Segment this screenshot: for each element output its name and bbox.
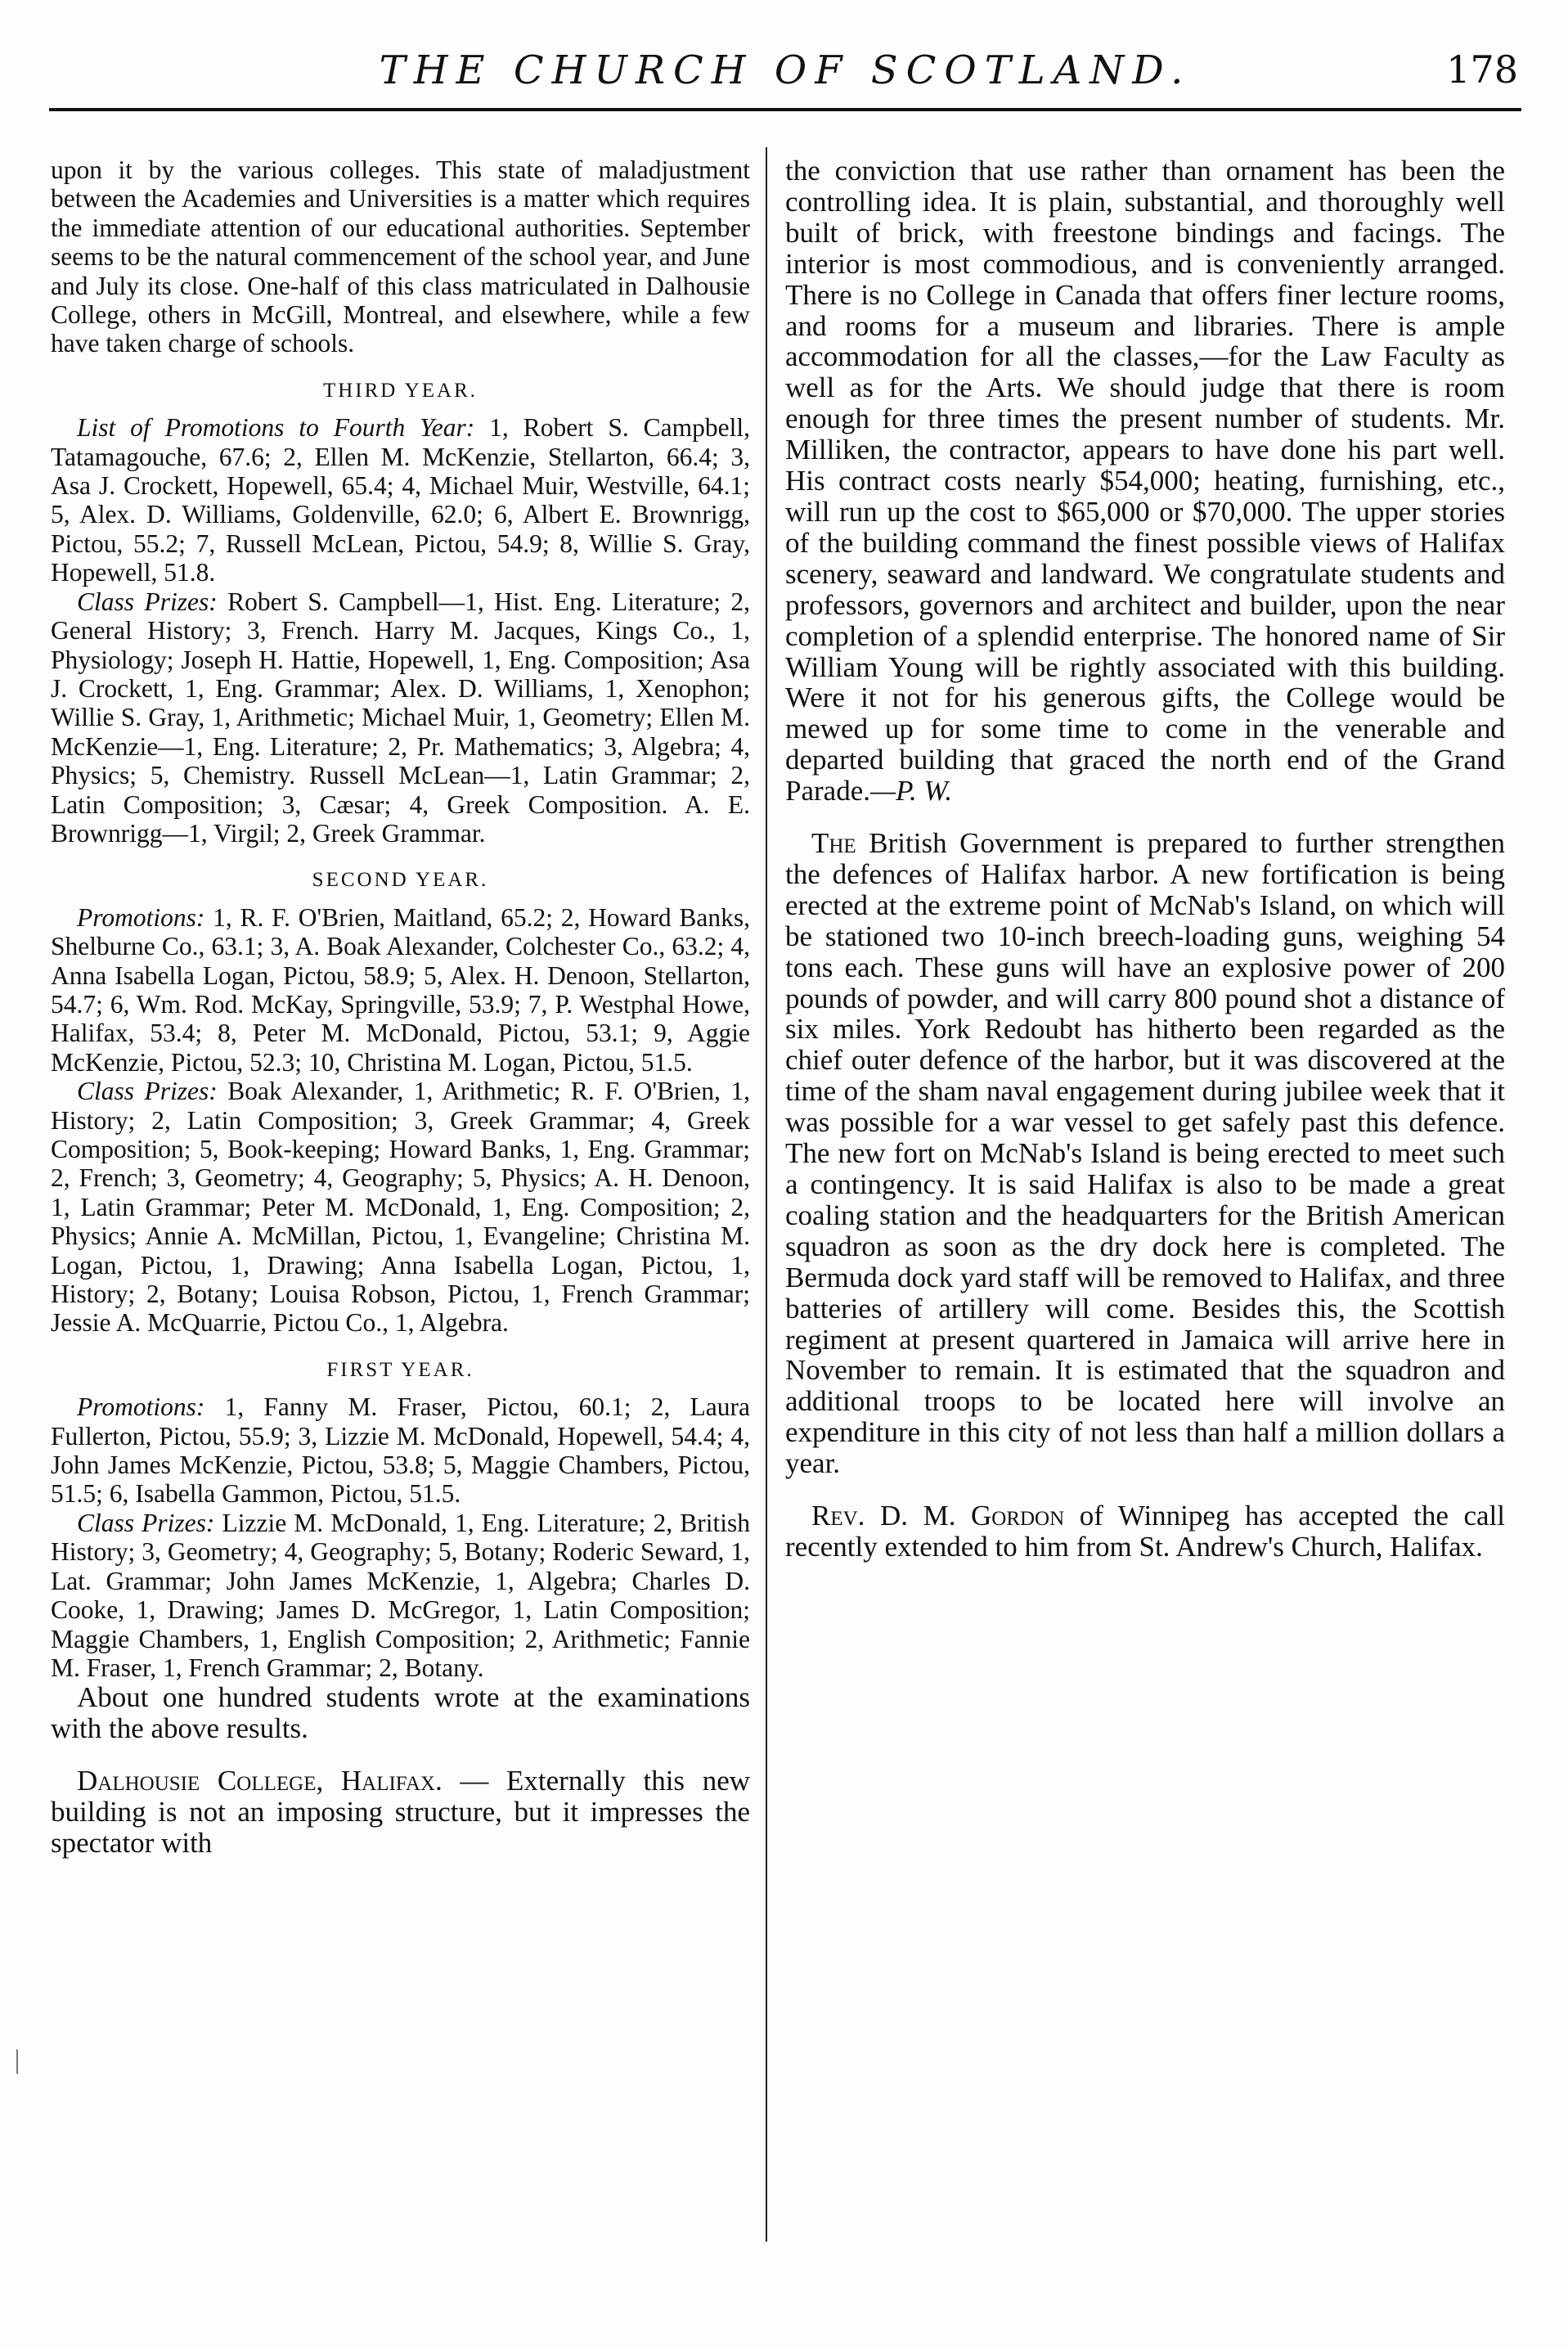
second-year-promotions <box>51 903 750 1077</box>
government-lead: The <box>811 827 856 860</box>
right-column <box>785 155 1505 1563</box>
prizes-label: Class Prizes: <box>77 587 218 616</box>
dalhousie-signature: —P. W. <box>869 775 953 807</box>
left-column <box>51 155 750 1859</box>
promotions-text: 1, R. F. O'Brien, Maitland, 65.2; 2, Howard Banks, Shelburne Co., 63.1; 3, A. Boak Alexander, Colchester Co., 63.2; 4, Anna Isabella Logan, Pictou, 58.9; 5, Alex. H. Denoon, Stellarton, 54.7; 6, Wm. Rod. McKay, Springville, 53.9; 7, P. Westphal Howe, Halifax, 53.4; 8, Peter M. McDonald, Pictou, 53.1; 9, Aggie McKenzie, Pictou, 52.3; 10, Christina M. Logan, Pictou, 51.5. <box>51 902 751 1077</box>
third-year-promotions <box>51 413 750 587</box>
prizes-text: Boak Alexander, 1, Arithmetic; R. F. O'Brien, 1, History; 2, Latin Composition; 3, Greek Grammar; 4, Greek Composition; 5, Book-keeping; Howard Banks, 1, Eng. Grammar; 2, French; 3, Geometry; 4, Geography; 5, Physics; A. H. Denoon, 1, Latin Grammar; Peter M. McDonald, 1, Eng. Composition; 2, Physics; Annie A. McMillan, Pictou, 1, Evangeline; Christina M. Logan, Pictou, 1, Drawing; Anna Isabella Logan, Pictou, 1, History; 2, Botany; Louisa Robson, Pictou, 1, French Grammar; Jessie A. McQuarrie, Pictou Co., 1, Algebra. <box>51 1077 751 1338</box>
first-year-heading: FIRST YEAR. <box>326 1358 474 1381</box>
intro-paragraph: upon it by the various colleges. This state of maladjustment between the Academies and Universities is a matter which requires the immediate attention of our educational authorities. September seems to be the natural commencement of the school year, and June and July its close. One-half of this class matriculated in Dalhousie College, others in McGill, Montreal, and elsewhere, while a few have taken charge of schools. <box>51 155 750 358</box>
third-year-prizes <box>51 587 750 848</box>
dalhousie-article-start <box>51 1765 750 1859</box>
running-title: THE CHURCH OF SCOTLAND. <box>379 47 1192 93</box>
prizes-label: Class Prizes: <box>77 1077 218 1106</box>
prizes-text: Robert S. Campbell—1, Hist. Eng. Literature; 2, General History; 3, French. Harry M. Jacques, Kings Co., 1, Physiology; Joseph H. Hattie, Hopewell, 1, Eng. Composition; Asa J. Crockett, 1, Eng. Grammar; Alex. D. Williams, 1, Xenophon; Willie S. Gray, 1, Arithmetic; Michael Muir, 1, Geometry; Ellen M. McKenzie—1, Eng. Literature; 2, Pr. Mathematics; 3, Algebra; 4, Physics; 5, Chemistry. Russell McLean—1, Latin Grammar; 2, Latin Composition; 3, Cæsar; 4, Greek Composition. A. E. Brownrigg—1, Virgil; 2, Greek Grammar. <box>51 587 750 848</box>
closing-paragraph: About one hundred students wrote at the examinations with the above results. <box>51 1681 750 1745</box>
gordon-lead: Rev. D. M. Gordon <box>811 1500 1065 1532</box>
first-year-promotions <box>51 1392 750 1509</box>
prizes-label: Class Prizes: <box>77 1508 215 1537</box>
promotions-label: Promotions: <box>77 1392 205 1422</box>
second-year-prizes <box>51 1077 750 1338</box>
government-article <box>785 828 1505 1479</box>
column-divider <box>766 147 767 2242</box>
gordon-article <box>785 1500 1505 1563</box>
page-number: 178 <box>1446 47 1518 92</box>
promotions-label: Promotions: <box>77 902 205 932</box>
second-year-heading: SECOND YEAR. <box>312 869 489 892</box>
promotions-text: 1, Robert S. Campbell, Tatamagouche, 67.6; 2, Ellen M. McKenzie, Stellarton, 66.4; 3, Asa J. Crockett, Hopewell, 65.4; 4, Michael Muir, Westville, 64.1; 5, Alex. D. Williams, Goldenville, 62.0; 6, Albert E. Brownrigg, Pictou, 55.2; 7, Russell McLean, Pictou, 54.9; 8, Willie S. Gray, Hopewell, 51.8. <box>51 413 750 587</box>
third-year-heading: THIRD YEAR. <box>322 379 478 402</box>
dalhousie-article-continued <box>785 155 1505 807</box>
government-text: British Government is prepared to further strengthen the defences of Halifax harbor. A new fortification is being erected at the extreme point of McNab's Island, on which will be stationed two 10-inch breech-loading guns, weighing 54 tons each. These guns will have an explosive power of 200 pounds of powder, and will carry 800 pound shot a distance of six miles. York Redoubt has hitherto been regarded as the chief outer defence of the harbor, but it was discovered at the time of the sham naval engagement during jubilee week that it was possible for a war vessel to get safely past this defence. The new fort on McNab's Island is being erected to meet such a contingency. It is said Halifax is also to be made a great coaling station and the headquarters for the British American squadron as soon as the dry dock here is completed. The Bermuda dock yard staff will be removed to Halifax, and three batteries of artillery will come. Besides this, the Scottish regiment at present quartered in Jamaica will arrive here in November to remain. It is estimated that the squadron and additional troops to be located here will involve an expenditure in this city of not less than half a million dollars a year. <box>785 827 1505 1480</box>
gordon-text: of Winnipeg has accepted the call recently extended to him from St. Andrew's Church, Halifax. <box>785 1500 1506 1563</box>
page-header <box>49 43 1521 111</box>
promotions-text: 1, Fanny M. Fraser, Pictou, 60.1; 2, Laura Fullerton, Pictou, 55.9; 3, Lizzie M. McDonald, Hopewell, 54.4; 4, John James McKenzie, Pictou, 53.8; 5, Maggie Chambers, Pictou, 51.5; 6, Isabella Gammon, Pictou, 51.5. <box>51 1392 750 1509</box>
margin-mark <box>16 2049 18 2074</box>
prizes-text: Lizzie M. McDonald, 1, Eng. Literature; 2, British History; 3, Geometry; 4, Geography; 5, Botany; Roderic Seward, 1, Lat. Grammar; John James McKenzie, 1, Algebra; Charles D. Cooke, 1, Drawing; James D. McGregor, 1, Latin Composition; Maggie Chambers, 1, English Composition; 2, Arithmetic; Fannie M. Fraser, 1, French Grammar; 2, Botany. <box>51 1508 750 1682</box>
dalhousie-cont: the conviction that use rather than ornament has been the controlling idea. It is plain, substantial, and thoroughly well built of brick, with freestone bindings and facings. The interior is most commodious, and is conveniently arranged. There is no College in Canada that offers finer lecture rooms, and rooms for a museum and libraries. There is ample accommodation for all the classes,—for the Law Faculty as well as for the Arts. We should judge that there is room enough for three times the present number of students. Mr. Milliken, the contractor, appears to have done his part well. His contract costs nearly $54,000; heating, furnishing, etc., will run up the cost to $65,000 or $70,000. The upper stories of the building command the finest possible views of Halifax scenery, seaward and landward. We congratulate students and professors, governors and architect and builder, upon the near completion of a splendid enterprise. The honored name of Sir William Young will be rightly associated with this building. Were it not for his generous gifts, the College would be mewed up for some time to come in the venerable and departed building that graced the north end of the Grand Parade. <box>785 155 1505 807</box>
dalhousie-text: — Externally this new building is not an imposing structure, but it impresses the spectator with <box>51 1765 751 1859</box>
first-year-prizes <box>51 1509 750 1682</box>
dalhousie-lead: Dalhousie College, Halifax. <box>77 1765 443 1797</box>
promotions-label: List of Promotions to Fourth Year: <box>77 413 475 443</box>
